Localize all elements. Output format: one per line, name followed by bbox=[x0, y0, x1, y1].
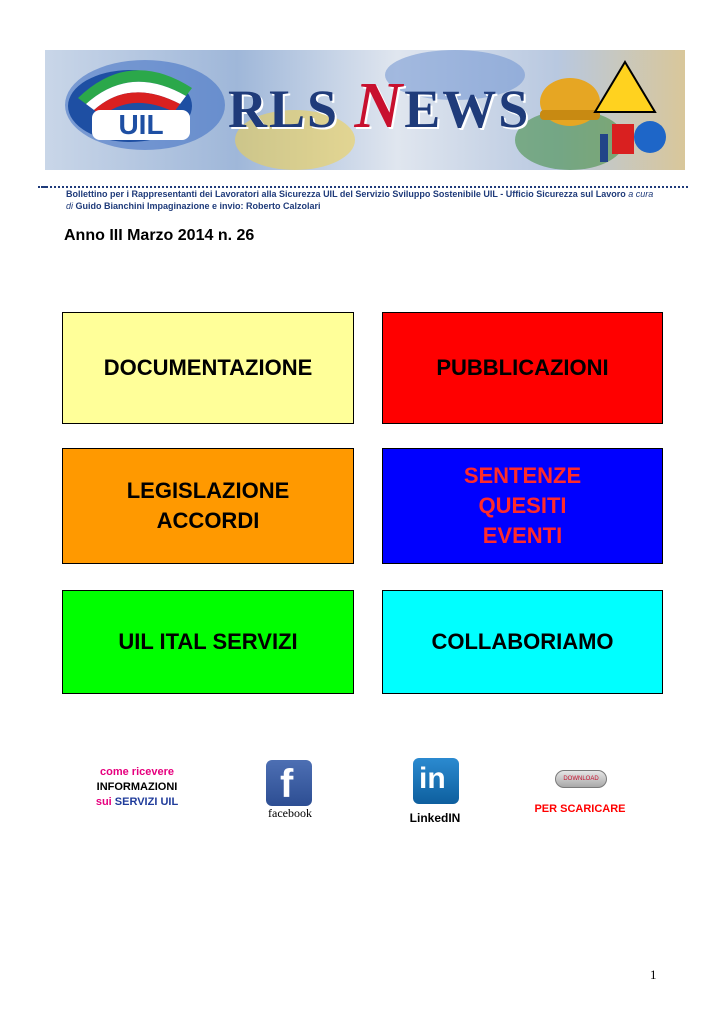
tile-legislazione-accordi[interactable] bbox=[62, 448, 354, 564]
facebook-label[interactable]: facebook bbox=[268, 806, 312, 820]
facebook-icon[interactable]: f bbox=[266, 760, 312, 806]
svg-text:UIL: UIL bbox=[118, 109, 164, 140]
tile-collaboriamo[interactable] bbox=[382, 590, 663, 694]
tile-label: PUBBLICAZIONI bbox=[436, 355, 609, 380]
page-number: 1 bbox=[650, 967, 657, 982]
tile-uil-ital-servizi[interactable] bbox=[62, 590, 354, 694]
uil-logo bbox=[60, 58, 210, 146]
tile-label: COLLABORIAMO bbox=[431, 629, 614, 654]
tile-label: SENTENZE QUESITI EVENTI bbox=[463, 463, 582, 548]
tile-label: UIL ITAL SERVIZI bbox=[118, 629, 298, 654]
download-label[interactable]: PER SCARICARE bbox=[534, 803, 626, 815]
tile-sentenze-quesiti-eventi[interactable] bbox=[382, 448, 663, 564]
header-divider bbox=[38, 172, 688, 188]
tile-label: LEGISLAZIONE ACCORDI bbox=[126, 478, 290, 533]
safety-helmet-icon bbox=[530, 52, 680, 164]
tile-label: DOCUMENTAZIONE bbox=[103, 355, 313, 380]
issue-info: Anno III Marzo 2014 n. 26 bbox=[64, 227, 255, 244]
tile-documentazione[interactable] bbox=[62, 312, 354, 424]
info-link[interactable]: come ricevere INFORMAZIONI sui SERVIZI UIL bbox=[95, 766, 179, 808]
linkedin-label[interactable]: LinkedIN bbox=[409, 811, 461, 825]
tile-pubblicazioni[interactable] bbox=[382, 312, 663, 424]
linkedin-icon[interactable]: in bbox=[413, 758, 459, 804]
download-button[interactable]: DOWNLOAD bbox=[555, 770, 607, 788]
header-subtitle: Bollettino per i Rappresentanti dei Lavoratori alla Sicurezza UIL del Servizio Sviluppo Sostenibile UIL - Ufficio Sicurezza sul Lavoro a cura di Guido Bianchini Impaginazione e invio: Roberto Calzolari bbox=[66, 189, 654, 211]
banner-title: RLS NEWS bbox=[228, 69, 531, 142]
